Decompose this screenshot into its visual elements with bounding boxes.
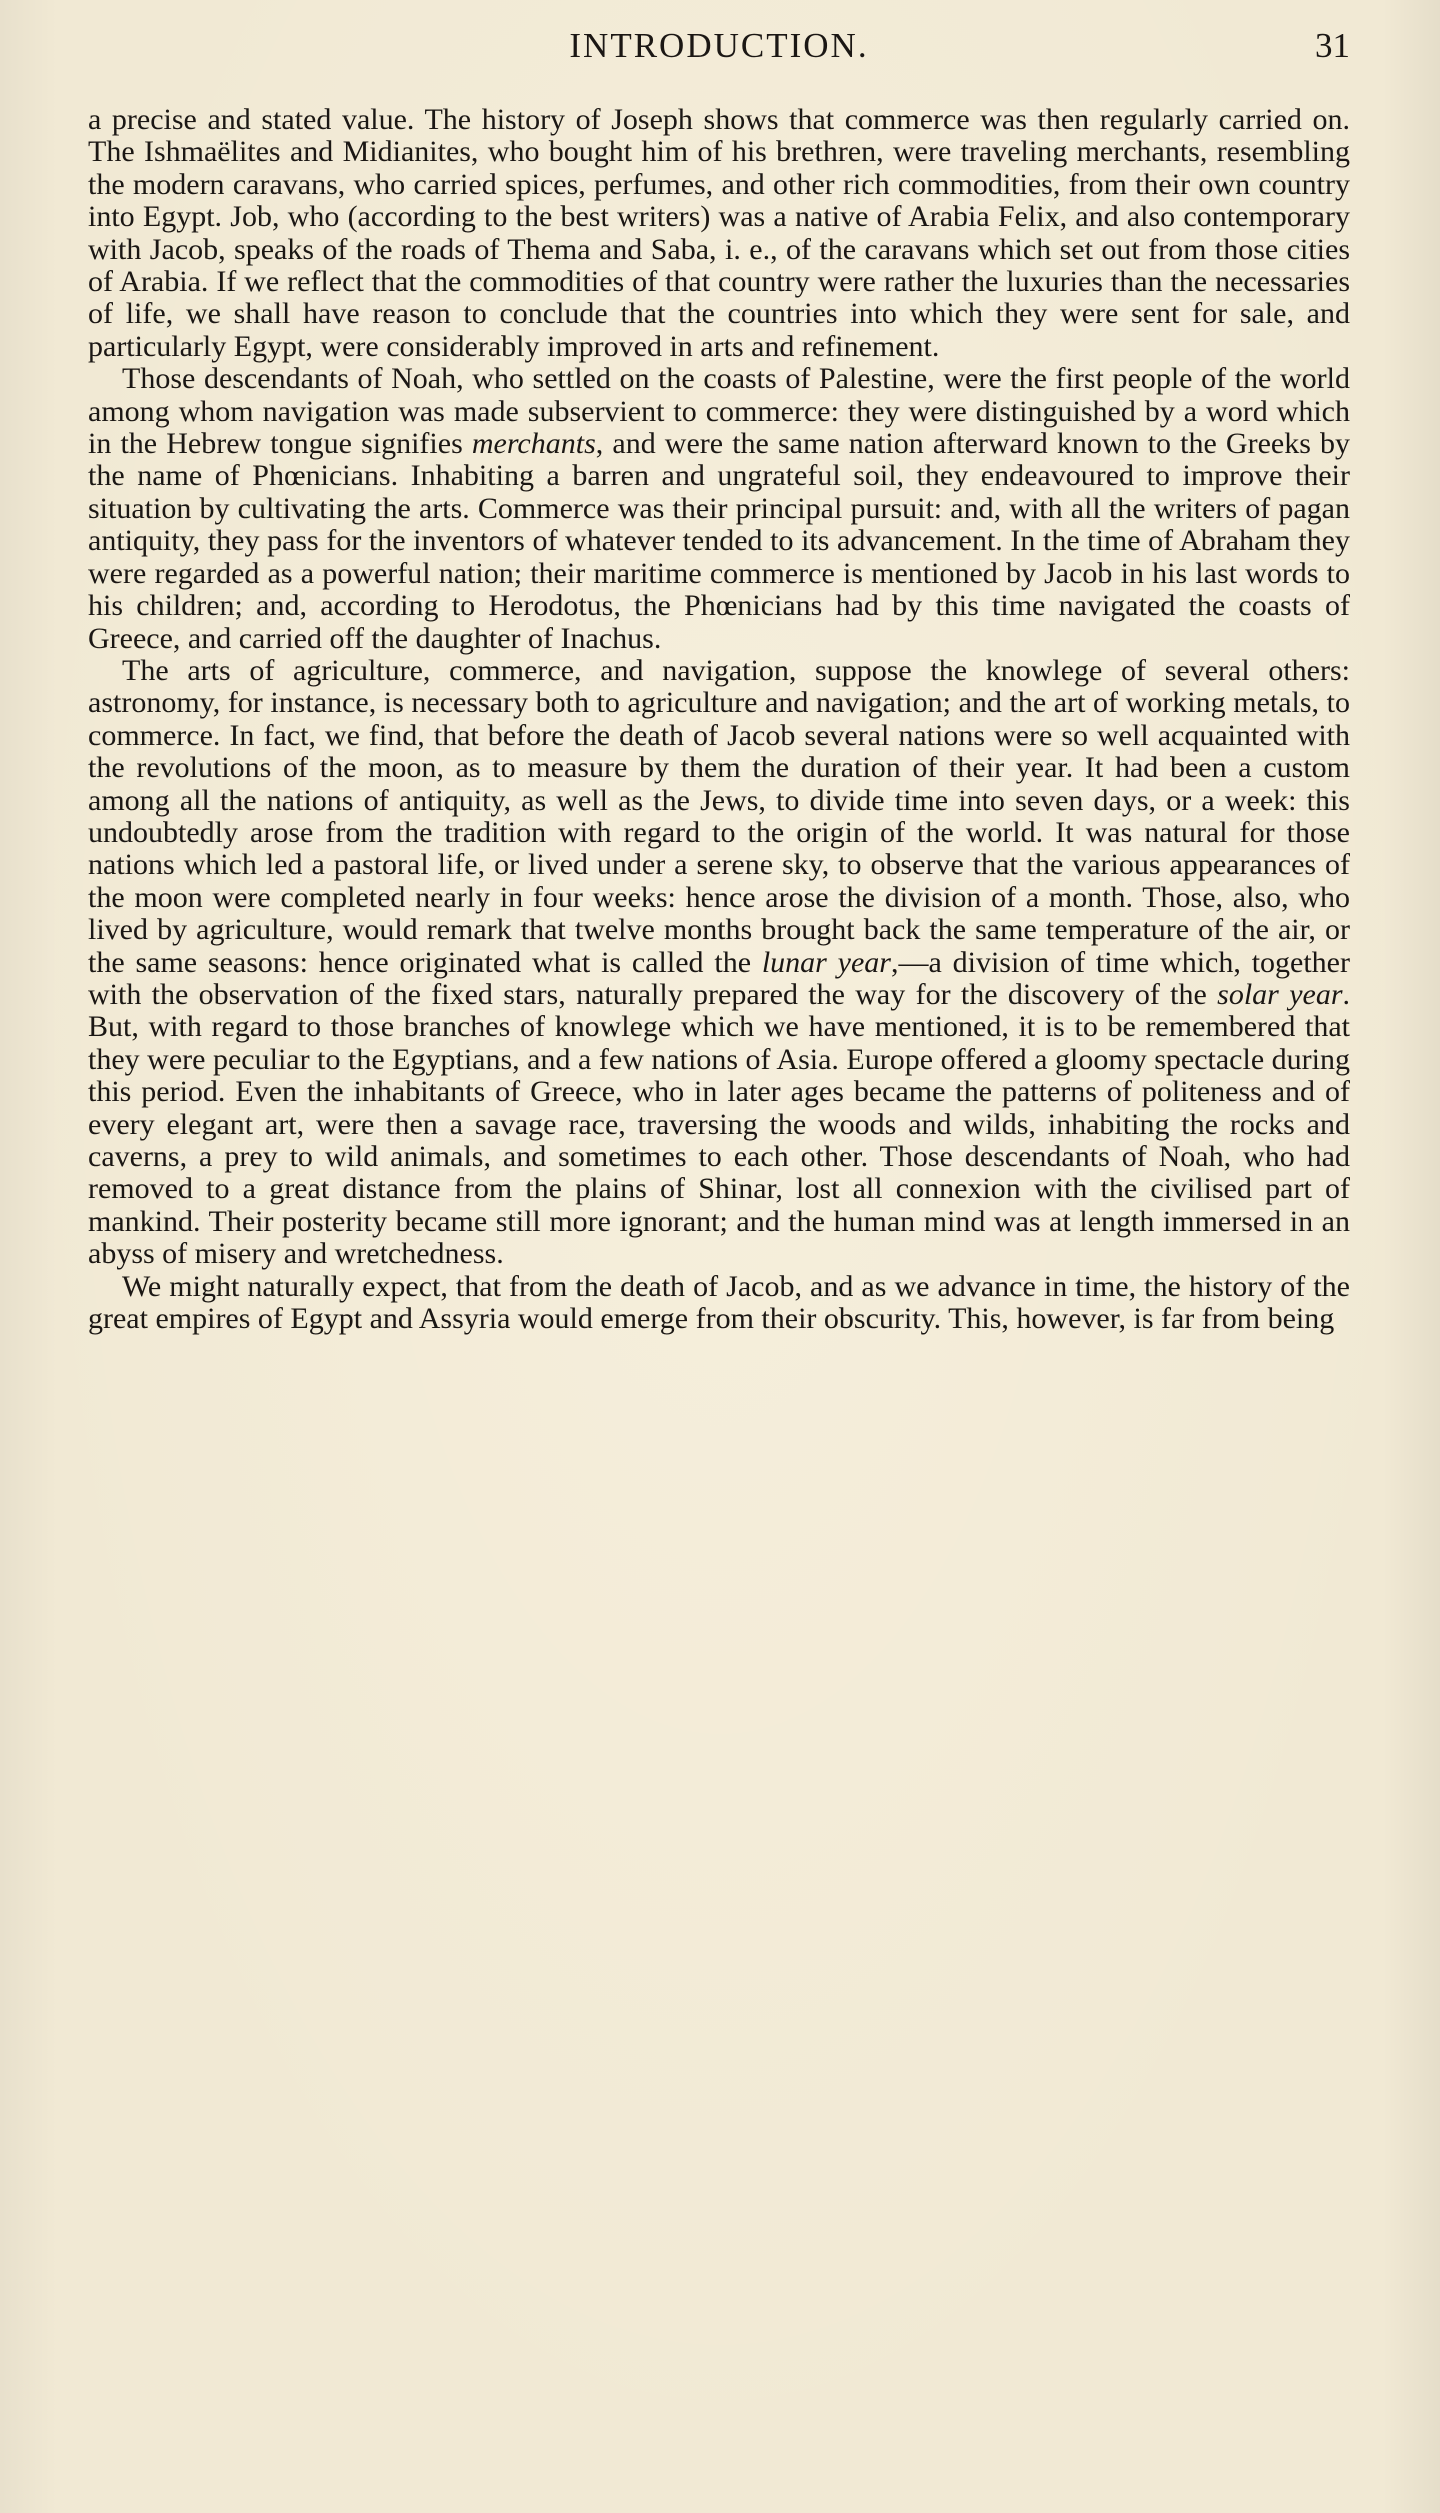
italic-term-lunar-year: lunar year bbox=[761, 945, 891, 979]
body-text bbox=[88, 104, 1350, 1335]
paragraph-4 bbox=[88, 1271, 1350, 1336]
paragraph-1 bbox=[88, 104, 1350, 363]
italic-term-solar-year: solar year bbox=[1217, 977, 1343, 1011]
italic-term-merchants: merchants bbox=[471, 427, 596, 461]
running-title: INTRODUCTION. bbox=[569, 26, 869, 65]
paragraph-text: , and were the same nation afterward known to the Greeks by the name of Phœnicians. Inhabiting a barren and ungrateful soil, they endeavoured to improve their situation by cultivating the arts. Commerce was their principal pursuit: and, with all the writers of pagan antiquity, they pass for the inventors of whatever tended to its advancement. In the time of Abraham they were regarded as a powerful nation; their maritime commerce is mentioned by Jacob in his last words to his children; and, according to Herodotus, the Phœnicians had by this time navigated the coasts of Greece, and carried off the daughter of Inachus. bbox=[88, 427, 1351, 655]
paragraph-text: Those descendants of Noah, who settled on the coasts of Palestine, were the first people of the world among whom navigation was made subservient to commerce: they were distinguished by a word which in the Hebrew tongue signifies bbox=[88, 362, 1350, 461]
page-number: 31 bbox=[1315, 26, 1350, 65]
page-header bbox=[88, 22, 1350, 70]
paragraph-text: ,—a division of time which, together with the observation of the fixed stars, naturally prepared the way for the discovery of the bbox=[88, 945, 1350, 1011]
paragraph-text: The arts of agriculture, commerce, and navigation, suppose the knowlege of several others: astronomy, for instance, is necessary both to agriculture and navigation; and the art of working metals, to commerce. In fact, we find, that before the death of Jacob several nations were so well acquainted with the revolutions of the moon, as to measure by them the duration of their year. It had been a custom among all the nations of antiquity, as well as the Jews, to divide time into seven days, or a week: this undoubtedly arose from the tradition with regard to the origin of the world. It was natural for those nations which led a pastoral life, or lived under a serene sky, to observe that the various appearances of the moon were completed nearly in four weeks: hence arose the division of a month. Those, also, who lived by agriculture, would remark that twelve months brought back the same temperature of the air, or the same seasons: hence originated what is called the bbox=[88, 653, 1350, 979]
paragraph-text: a precise and stated value. The history of Joseph shows that commerce was then regularly carried on. The Ishmaëlites and Midianites, who bought him of his brethren, were traveling merchants, resembling the modern caravans, who carried spices, perfumes, and other rich commodities, from their own country into Egypt. Job, who (according to the best writers) was a native of Arabia Felix, and also contemporary with Jacob, speaks of the roads of Thema and Saba, i. e., of the caravans which set out from those cities of Arabia. If we reflect that the commodities of that country were rather the luxuries than the necessaries of life, we shall have reason to conclude that the countries into which they were sent for sale, and particularly Egypt, were considerably improved in arts and refinement. bbox=[88, 103, 1350, 363]
paragraph-text: We might naturally expect, that from the death of Jacob, and as we advance in time, the history of the great empires of Egypt and Assyria would emerge from their obscurity. This, however, is far from being bbox=[88, 1269, 1350, 1336]
paragraph-3 bbox=[88, 655, 1350, 1271]
paragraph-2 bbox=[88, 363, 1350, 655]
paragraph-text: . But, with regard to those branches of knowlege which we have mentioned, it is to be remembered that they were peculiar to the Egyptians, and a few nations of Asia. Europe offered a gloomy spectacle during this period. Even the inhabitants of Greece, who in later ages became the patterns of politeness and of every elegant art, were then a savage race, traversing the woods and wilds, inhabiting the rocks and caverns, a prey to wild animals, and sometimes to each other. Those descendants of Noah, who had removed to a great distance from the plains of Shinar, lost all connexion with the civilised part of mankind. Their posterity became still more ignorant; and the human mind was at length immersed in an abyss of misery and wretchedness. bbox=[88, 977, 1350, 1271]
